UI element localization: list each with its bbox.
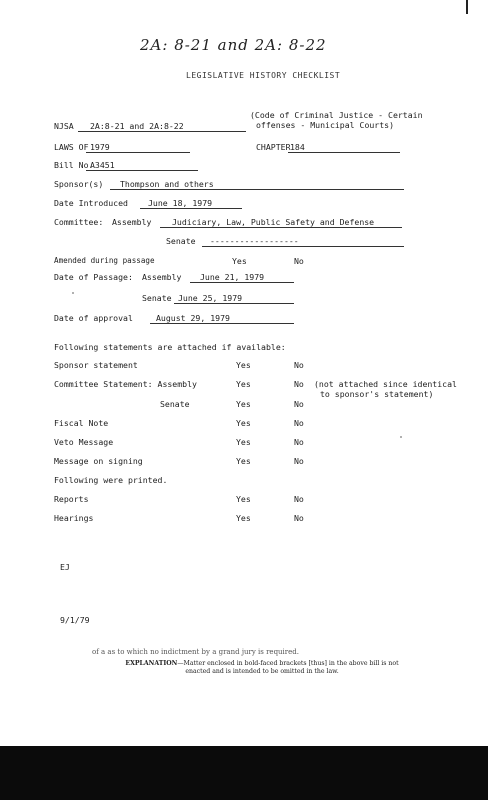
statement-fiscal-yes: Yes [236,418,251,428]
chapter-underline [288,152,400,153]
njsa-underline [78,131,246,132]
statement-committee-senate-no: No [294,399,304,409]
printed-hearings-yes: Yes [236,513,251,523]
statement-committee-assembly-yes: Yes [236,379,251,389]
passage-label: Date of Passage: [54,272,133,282]
statement-committee-note: (not attached since identical to sponsor's statement) [314,379,457,399]
initials: EJ [60,562,70,572]
passage-senate-label: Senate [142,293,172,303]
approval-underline [150,323,294,324]
bill-label: Bill No. [54,160,94,170]
handwritten-heading: 2A: 8-21 and 2A: 8-22 [140,36,327,54]
statement-committee-senate-label: Senate [160,399,190,409]
scan-black-bar [0,746,488,800]
printed-reports-yes: Yes [236,494,251,504]
laws-of-underline [86,152,190,153]
statement-fiscal-label: Fiscal Note [54,418,109,428]
committee-label: Committee: [54,217,104,227]
checklist-title: LEGISLATIVE HISTORY CHECKLIST [186,71,341,80]
date-introduced-underline [140,208,242,209]
committee-assembly-label: Assembly [112,217,152,227]
sponsor-value: Thompson and others [120,179,214,189]
statement-veto-no: No [294,437,304,447]
laws-of-label: LAWS OF [54,142,89,152]
date-introduced-label: Date Introduced [54,198,128,208]
passage-assembly-underline [190,282,294,283]
approval-label: Date of approval [54,313,133,323]
printed-hearings-label: Hearings [54,513,94,523]
scan-speck [400,436,402,438]
chapter-value: 184 [290,142,305,152]
printed-hearings-no: No [294,513,304,523]
amended-label: Amended during passage [54,256,155,265]
amended-yes: Yes [232,256,247,266]
sponsor-underline [110,189,404,190]
statement-committee-senate-yes: Yes [236,399,251,409]
bill-value: A3451 [90,160,115,170]
statement-veto-yes: Yes [236,437,251,447]
chapter-label: CHAPTER [256,142,291,152]
passage-assembly-label: Assembly [142,272,182,282]
sponsor-label: Sponsor(s) [54,179,104,189]
statement-fiscal-no: No [294,418,304,428]
njsa-label: NJSA [54,121,74,131]
printed-intro: Following were printed. [54,475,168,485]
passage-assembly-value: June 21, 1979 [200,272,265,282]
njsa-value: 2A:8-21 and 2A:8-22 [90,121,184,131]
approval-value: August 29, 1979 [156,313,230,323]
statement-veto-label: Veto Message [54,437,114,447]
committee-senate-underline [202,246,404,247]
footer-explanation: EXPLANATION—Matter enclosed in bold-faced brackets [thus] in the above bill is not enacted and is intended to be omitted in the law. [125,660,399,675]
laws-of-value: 1979 [90,142,110,152]
committee-senate-label: Senate [166,236,196,246]
statement-committee-assembly-no: No [294,379,304,389]
date-stamp: 9/1/79 [60,615,90,625]
bill-underline [86,170,198,171]
scan-speck [72,292,74,294]
printed-reports-label: Reports [54,494,89,504]
statement-sponsor-no: No [294,360,304,370]
statement-sponsor-label: Sponsor statement [54,360,138,370]
committee-assembly-underline [160,227,402,228]
date-introduced-value: June 18, 1979 [148,198,213,208]
footer-cut-line: of a as to which no indictment by a grand jury is required. [92,648,299,656]
njsa-note: (Code of Criminal Justice - Certain offenses - Municipal Courts) [250,110,423,130]
edge-mark [466,0,468,14]
statement-sponsor-yes: Yes [236,360,251,370]
committee-assembly-value: Judiciary, Law, Public Safety and Defense [172,217,375,227]
printed-reports-no: No [294,494,304,504]
passage-senate-value: June 25, 1979 [178,293,243,303]
committee-senate-value: ------------------ [210,236,299,246]
statement-signing-label: Message on signing [54,456,143,466]
statement-committee-assembly-label: Committee Statement: Assembly [54,379,197,389]
passage-senate-underline [174,303,294,304]
statement-signing-yes: Yes [236,456,251,466]
amended-no: No [294,256,304,266]
statements-intro: Following statements are attached if available: [54,342,286,352]
statement-signing-no: No [294,456,304,466]
